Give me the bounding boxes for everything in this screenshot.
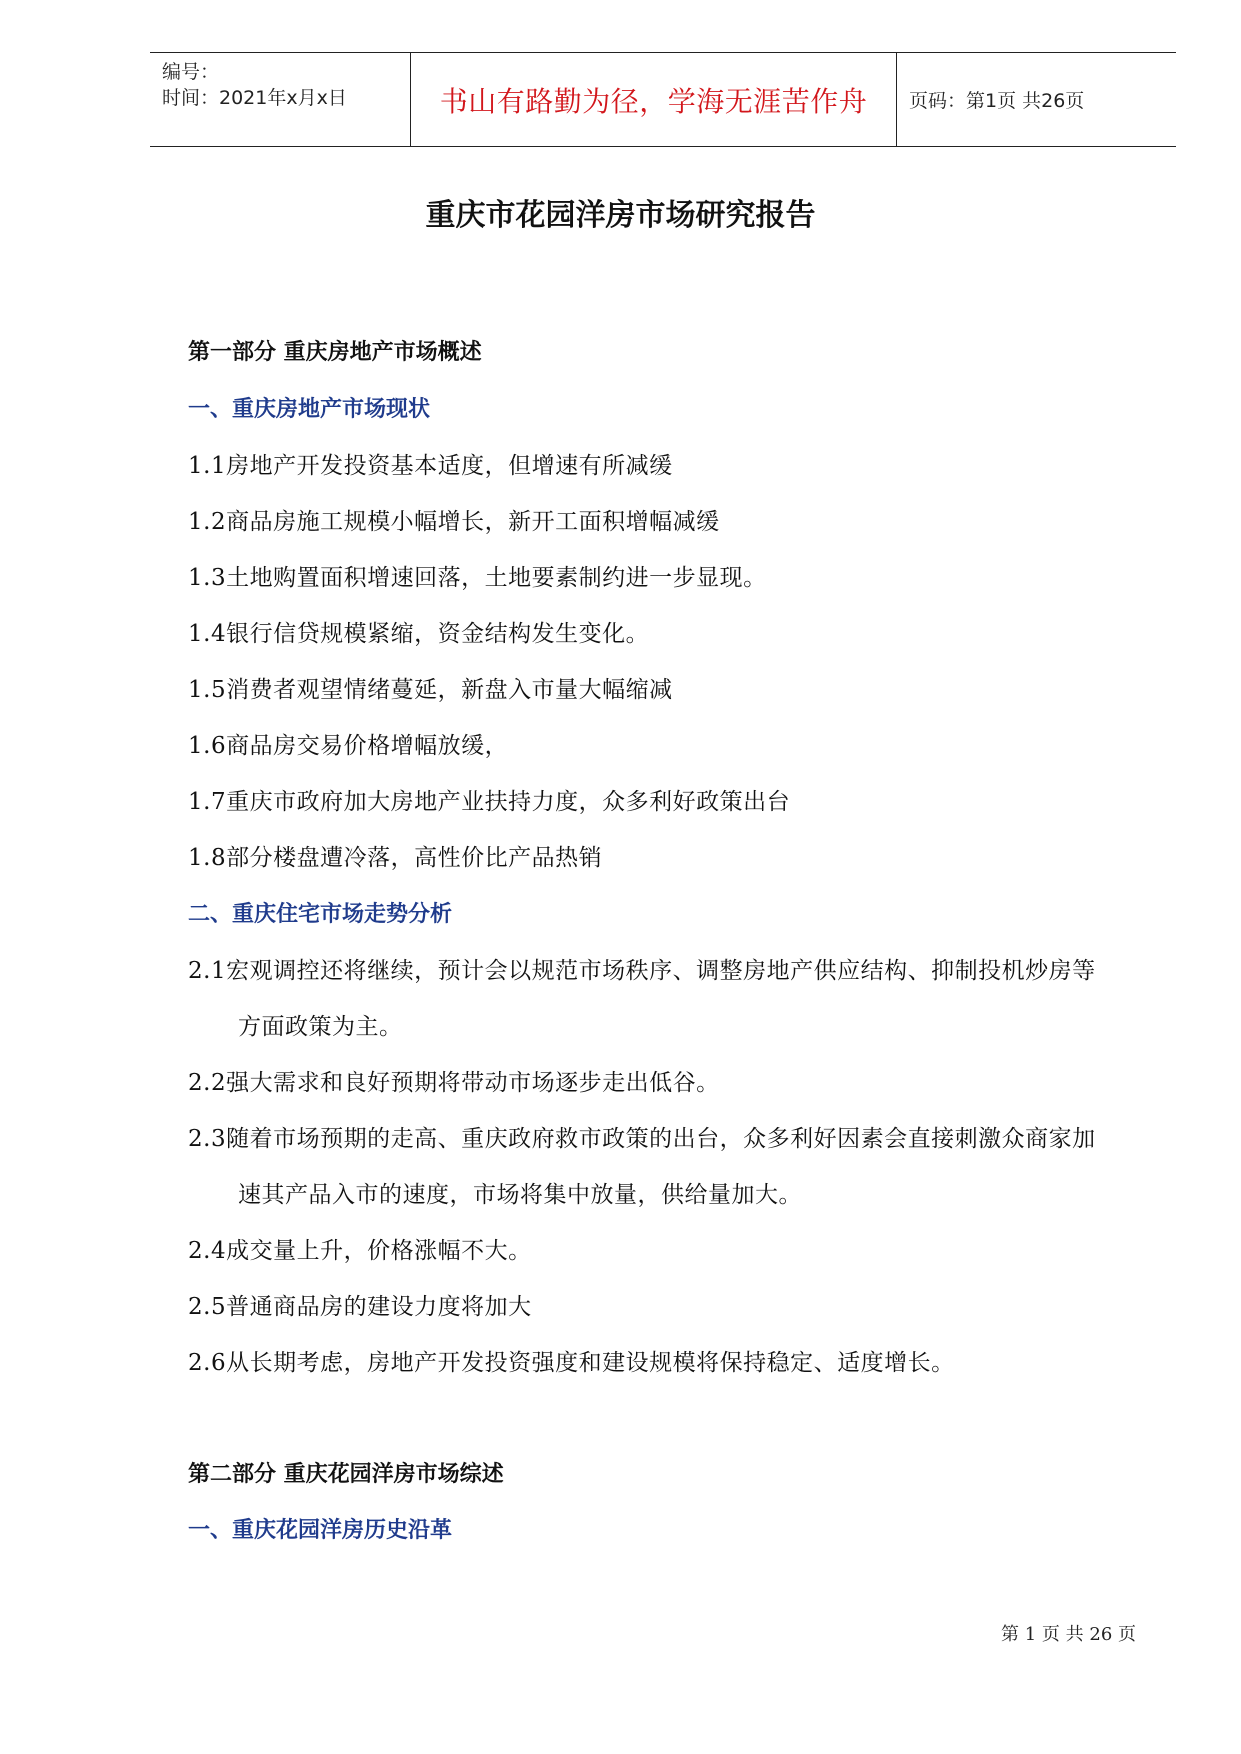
document-header [150,52,1176,147]
list-item: 2.4成交量上升，价格涨幅不大。 [188,1238,532,1264]
list-item: 1.5消费者观望情绪蔓延，新盘入市量大幅缩减 [188,677,673,703]
time-label: 时间：2021年x月x日 [162,87,347,109]
number-label: 编号： [162,61,220,83]
header-page-cell [897,53,1176,146]
list-item: 2.2强大需求和良好预期将带动市场逐步走出低谷。 [188,1070,720,1096]
page-info: 页码：第1页 共26页 [909,90,1085,112]
header-motto-cell [410,53,897,146]
list-item: 2.5普通商品房的建设力度将加大 [188,1294,532,1320]
list-item: 2.3随着市场预期的走高、重庆政府救市政策的出台，众多利好因素会直接刺激众商家加 [188,1126,1096,1152]
part1-section1-heading: 一、重庆房地产市场现状 [188,397,431,422]
list-item: 2.1宏观调控还将继续，预计会以规范市场秩序、调整房地产供应结构、抑制投机炒房等 [188,958,1096,984]
document-title: 重庆市花园洋房市场研究报告 [425,198,816,233]
list-item-continuation: 速其产品入市的速度，市场将集中放量，供给量加大。 [238,1182,802,1208]
page-footer: 第 1 页 共 26 页 [1001,1624,1136,1645]
list-item-continuation: 方面政策为主。 [238,1014,403,1040]
list-item: 2.6从长期考虑，房地产开发投资强度和建设规模将保持稳定、适度增长。 [188,1350,955,1376]
part1-section2-heading: 二、重庆住宅市场走势分析 [188,902,453,927]
list-item: 1.6商品房交易价格增幅放缓， [188,733,509,759]
list-item: 1.7重庆市政府加大房地产业扶持力度，众多利好政策出台 [188,789,791,815]
list-item: 1.4银行信贷规模紧缩，资金结构发生变化。 [188,621,650,647]
list-item: 1.1房地产开发投资基本适度，但增速有所减缓 [188,453,673,479]
list-item: 1.3土地购置面积增速回落，土地要素制约进一步显现。 [188,565,767,591]
list-item: 1.2商品房施工规模小幅增长，新开工面积增幅减缓 [188,509,720,535]
part1-heading: 第一部分 重庆房地产市场概述 [188,340,482,365]
motto-text: 书山有路勤为径，学海无涯苦作舟 [439,84,868,118]
part2-heading: 第二部分 重庆花园洋房市场综述 [188,1462,504,1487]
part2-section1-heading: 一、重庆花园洋房历史沿革 [188,1518,453,1543]
list-item: 1.8部分楼盘遭冷落，高性价比产品热销 [188,845,603,871]
header-left-cell [150,53,410,146]
